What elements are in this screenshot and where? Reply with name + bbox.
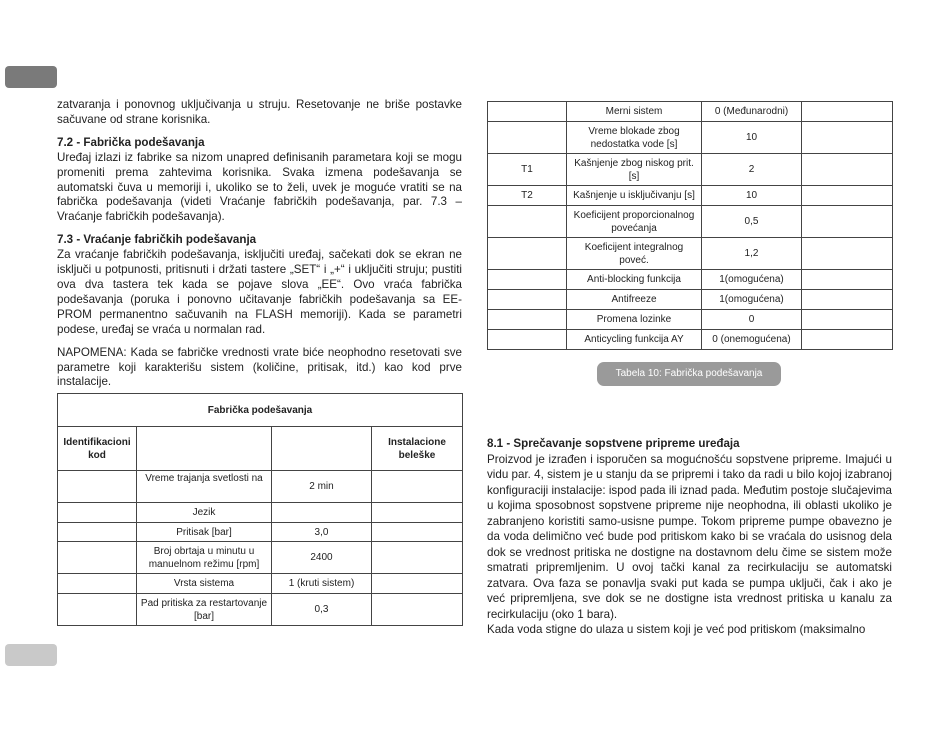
cell-note bbox=[372, 523, 463, 542]
cell-value: 10 bbox=[702, 186, 802, 206]
cell-note bbox=[372, 574, 463, 594]
cell-note bbox=[802, 122, 893, 154]
table-title: Fabrička podešavanja bbox=[58, 394, 463, 427]
cell-code bbox=[488, 206, 567, 238]
cell-value: 10 bbox=[702, 122, 802, 154]
table-row bbox=[58, 503, 463, 523]
table-row bbox=[488, 206, 893, 238]
cell-value: 0 (Međunarodni) bbox=[702, 102, 802, 122]
cell-code bbox=[58, 523, 137, 542]
cell-param: Pad pritiska za restartovanje [bar] bbox=[137, 594, 272, 626]
table-row bbox=[58, 574, 463, 594]
cell-param: Merni sistem bbox=[567, 102, 702, 122]
cell-note bbox=[372, 503, 463, 523]
cell-code bbox=[488, 310, 567, 330]
cell-note bbox=[802, 290, 893, 310]
cell-param: Anticycling funkcija AY bbox=[567, 330, 702, 350]
cell-note bbox=[372, 542, 463, 574]
cell-note bbox=[802, 186, 893, 206]
table-row bbox=[58, 471, 463, 503]
note-paragraph: NAPOMENA: Kada se fabričke vrednosti vrate biće neophodno resetovati sve parametre koji karakterišu sistem (količine, pritisak, itd.) kao kod prve instalacije. bbox=[57, 345, 462, 389]
table-row bbox=[58, 523, 463, 542]
cell-param: Pritisak [bar] bbox=[137, 523, 272, 542]
cell-code bbox=[58, 594, 137, 626]
table-row bbox=[58, 594, 463, 626]
cell-value: 1,2 bbox=[702, 238, 802, 270]
cell-note bbox=[802, 270, 893, 290]
section-8-1-title: 8.1 - Sprečavanje sopstvene pripreme uređaja bbox=[487, 437, 740, 450]
table-row bbox=[488, 154, 893, 186]
table-row bbox=[488, 186, 893, 206]
header-id-code: Identifikacioni kod bbox=[58, 427, 137, 471]
header-blank-1 bbox=[137, 427, 272, 471]
section-8-1 bbox=[487, 436, 892, 638]
cell-value: 0 bbox=[702, 310, 802, 330]
cell-code bbox=[488, 290, 567, 310]
cell-value: 2400 bbox=[272, 542, 372, 574]
table-row bbox=[488, 122, 893, 154]
cell-value bbox=[272, 503, 372, 523]
cell-code bbox=[58, 471, 137, 503]
section-8-1-body-continued: Kada voda stigne do ulaza u sistem koji je već pod pritiskom (maksimalno bbox=[487, 623, 866, 636]
table-row bbox=[488, 310, 893, 330]
cell-param: Koeficijent proporcionalnog povećanja bbox=[567, 206, 702, 238]
cell-code bbox=[58, 542, 137, 574]
table-row bbox=[488, 238, 893, 270]
cell-note bbox=[802, 154, 893, 186]
table-row bbox=[488, 290, 893, 310]
page-tab-top bbox=[5, 66, 57, 88]
cell-param: Anti-blocking funkcija bbox=[567, 270, 702, 290]
cell-note bbox=[802, 102, 893, 122]
cell-param: Promena lozinke bbox=[567, 310, 702, 330]
cell-note bbox=[802, 330, 893, 350]
left-column bbox=[57, 98, 462, 390]
cell-value: 1(omogućena) bbox=[702, 270, 802, 290]
cell-note bbox=[802, 238, 893, 270]
table-row bbox=[488, 330, 893, 350]
cell-value: 0,5 bbox=[702, 206, 802, 238]
cell-code: T1 bbox=[488, 154, 567, 186]
cell-value: 1 (kruti sistem) bbox=[272, 574, 372, 594]
cell-value: 2 min bbox=[272, 471, 372, 503]
cell-param: Vreme blokade zbog nedostatka vode [s] bbox=[567, 122, 702, 154]
page-tab-bottom bbox=[5, 644, 57, 666]
cell-param: Kašnjenje zbog niskog prit. [s] bbox=[567, 154, 702, 186]
cell-code bbox=[58, 503, 137, 523]
cell-param: Vrsta sistema bbox=[137, 574, 272, 594]
cell-value: 2 bbox=[702, 154, 802, 186]
cell-code: T2 bbox=[488, 186, 567, 206]
cell-param: Antifreeze bbox=[567, 290, 702, 310]
table-row bbox=[488, 102, 893, 122]
cell-note bbox=[802, 310, 893, 330]
header-install-notes: Instalacione beleške bbox=[372, 427, 463, 471]
cell-param: Kašnjenje u isključivanju [s] bbox=[567, 186, 702, 206]
cell-param: Koeficijent integralnog poveć. bbox=[567, 238, 702, 270]
factory-settings-table bbox=[57, 393, 463, 626]
section-7-3-title: 7.3 - Vraćanje fabričkih podešavanja bbox=[57, 233, 257, 247]
cell-note bbox=[372, 471, 463, 503]
cell-code bbox=[488, 270, 567, 290]
factory-settings-table-continued bbox=[487, 101, 893, 350]
cell-value: 3,0 bbox=[272, 523, 372, 542]
cell-code bbox=[488, 238, 567, 270]
cell-value: 0 (onemogućena) bbox=[702, 330, 802, 350]
section-7-2-title: 7.2 - Fabrička podešavanja bbox=[57, 135, 205, 149]
section-7-3-body: Za vraćanje fabričkih podešavanja, isključiti uređaj, sačekati dok se ekran ne isključi u potpunosti, pritisnuti i držati tastere „SET“ i „+“ i uključiti struju; pustiti ova dva tastera tek kada se pojave slova „EE“. Ovo vraća fabrička podešavanja (poruka i ponovno učitavanje fabričkih podešavanja sa EE-PROM permanentno sačuvanih na FLASH memoriji). Kada se parametri podese, uređaj se vraća u normalan rad. bbox=[57, 248, 462, 336]
cell-value: 1(omogućena) bbox=[702, 290, 802, 310]
section-7-2-body: Uređaj izlazi iz fabrike sa nizom unapred definisanih parametara koji se mogu promeniti prema zahtevima korisnika. Svaka izmena podešavanja se automatski čuva u memoriji i, ukoliko se to želi, uvek je moguće vratiti se na fabrička podešavanja (videti Vraćanje fabričkih podešavanja, par. 7.3 – Vraćanje fabričkih podešavanja). bbox=[57, 150, 462, 224]
cell-note bbox=[372, 594, 463, 626]
cell-param: Jezik bbox=[137, 503, 272, 523]
cell-code bbox=[488, 102, 567, 122]
section-8-1-body: Proizvod je izrađen i isporučen sa mogućnošću sopstvene pripreme. Imajući u vidu par. 4, sistem je u stanju da se pripremi i tako da radi u bilo kojoj izabranoj konfiguraciji instalacije: ispod pada ili iznad pada. Međutim postoje slučajevima u kojima sposobnost sopstvene pripreme nije neophodna, ili oblasti ukoliko je zabranjeno koristiti samo-usisne pumpe. Tokom pripreme pumpe obavezno je da voda delimično već bude pod pritiskom kako bi se vraćala do usisnog dela dok se vrednost pritiska ne dostigne na dostavnom delu čime se sistem može smatrati pripremljenim. U ovoj tački kanal za recirkulaciju se automatski zatvara. Ova faza se ponavlja svaki put kada se pumpa uključi, čak i ako je već pripremljena, sve dok se ne dostigne ista vrednost pritiska u kanalu za recirkulaciju (oko 1 bara). bbox=[487, 452, 892, 621]
header-blank-2 bbox=[272, 427, 372, 471]
cell-code bbox=[58, 574, 137, 594]
cell-value: 0,3 bbox=[272, 594, 372, 626]
intro-paragraph: zatvaranja i ponovnog uključivanja u struju. Resetovanje ne briše postavke sačuvane od strane korisnika. bbox=[57, 98, 462, 126]
cell-code bbox=[488, 122, 567, 154]
cell-param: Vreme trajanja svetlosti na bbox=[137, 471, 272, 503]
table-caption: Tabela 10: Fabrička podešavanja bbox=[597, 362, 781, 386]
cell-param: Broj obrtaja u minutu u manuelnom režimu [rpm] bbox=[137, 542, 272, 574]
cell-code bbox=[488, 330, 567, 350]
cell-note bbox=[802, 206, 893, 238]
table-row bbox=[488, 270, 893, 290]
table-row bbox=[58, 542, 463, 574]
